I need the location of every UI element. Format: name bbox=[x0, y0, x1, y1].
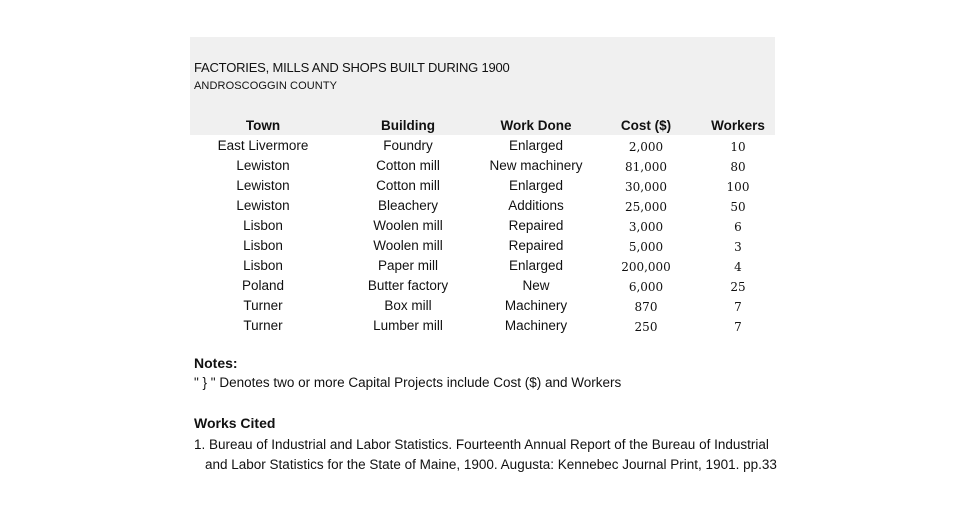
cell-cost: 200,000 bbox=[621, 260, 671, 274]
cell-town: Lewiston bbox=[236, 198, 290, 213]
cell-building: Butter factory bbox=[367, 278, 449, 293]
data-table bbox=[190, 116, 775, 336]
cell-work-done: Repaired bbox=[508, 218, 564, 233]
table-body bbox=[190, 136, 775, 336]
works-cited-text bbox=[194, 435, 794, 475]
cell-town: Lisbon bbox=[243, 238, 283, 253]
header-workers: Workers bbox=[711, 118, 765, 133]
header-building: Building bbox=[381, 118, 435, 133]
header-cost: Cost ($) bbox=[620, 118, 672, 133]
table-row bbox=[190, 156, 775, 176]
cell-cost: 6,000 bbox=[628, 280, 664, 294]
cell-work-done: Machinery bbox=[504, 318, 568, 333]
table-row bbox=[190, 176, 775, 196]
notes-title: Notes: bbox=[194, 355, 238, 371]
table-row bbox=[190, 196, 775, 216]
cell-work-done: New machinery bbox=[489, 158, 583, 173]
cell-work-done: Enlarged bbox=[508, 258, 564, 273]
cell-work-done: Repaired bbox=[508, 238, 564, 253]
page-title: FACTORIES, MILLS AND SHOPS BUILT DURING 1900 bbox=[194, 60, 510, 75]
cell-building: Woolen mill bbox=[373, 238, 443, 253]
cell-town: Lewiston bbox=[236, 158, 290, 173]
cell-workers: 6 bbox=[734, 220, 742, 234]
page-subtitle: ANDROSCOGGIN COUNTY bbox=[194, 80, 338, 92]
cell-building: Woolen mill bbox=[373, 218, 443, 233]
cell-workers: 25 bbox=[730, 280, 746, 294]
notes-text: " } " Denotes two or more Capital Projects include Cost ($) and Workers bbox=[194, 375, 622, 390]
cell-work-done: Enlarged bbox=[508, 178, 564, 193]
cell-building: Paper mill bbox=[377, 258, 439, 273]
header-work-done: Work Done bbox=[500, 118, 572, 133]
cell-workers: 7 bbox=[734, 300, 742, 314]
cell-cost: 2,000 bbox=[628, 140, 664, 154]
cell-workers: 7 bbox=[734, 320, 742, 334]
cell-cost: 30,000 bbox=[625, 180, 667, 194]
cell-cost: 5,000 bbox=[628, 240, 664, 254]
cell-work-done: Machinery bbox=[504, 298, 568, 313]
cell-town: Poland bbox=[241, 278, 285, 293]
cell-work-done: Enlarged bbox=[508, 138, 564, 153]
table-row bbox=[190, 236, 775, 256]
cell-workers: 50 bbox=[730, 200, 746, 214]
table-row bbox=[190, 216, 775, 236]
table-row bbox=[190, 316, 775, 336]
cell-building: Lumber mill bbox=[373, 318, 443, 333]
cell-town: East Livermore bbox=[217, 138, 309, 153]
cell-workers: 10 bbox=[730, 140, 746, 154]
cell-workers: 3 bbox=[734, 240, 742, 254]
cell-cost: 250 bbox=[634, 320, 658, 334]
table-row bbox=[190, 256, 775, 276]
cell-workers: 4 bbox=[734, 260, 742, 274]
table-row bbox=[190, 296, 775, 316]
cell-town: Lisbon bbox=[243, 258, 283, 273]
cell-town: Lisbon bbox=[243, 218, 283, 233]
cell-town: Turner bbox=[243, 298, 283, 313]
table-header-row bbox=[190, 116, 775, 136]
citation-line-2: and Labor Statistics for the State of Maine, 1900. Augusta: Kennebec Journal Print, 1901. pp.33 bbox=[205, 457, 777, 472]
cell-building: Cotton mill bbox=[376, 178, 440, 193]
cell-cost: 3,000 bbox=[628, 220, 664, 234]
cell-building: Bleachery bbox=[377, 198, 439, 213]
cell-building: Foundry bbox=[383, 138, 433, 153]
cell-town: Lewiston bbox=[236, 178, 290, 193]
cell-building: Box mill bbox=[384, 298, 432, 313]
cell-building: Cotton mill bbox=[376, 158, 440, 173]
citation-line-1: 1. Bureau of Industrial and Labor Statistics. Fourteenth Annual Report of the Bureau of Industrial bbox=[194, 437, 769, 452]
cell-work-done: Additions bbox=[508, 198, 564, 213]
cell-cost: 25,000 bbox=[625, 200, 667, 214]
table-row bbox=[190, 276, 775, 296]
cell-town: Turner bbox=[243, 318, 283, 333]
cell-workers: 100 bbox=[726, 180, 750, 194]
cell-work-done: New bbox=[522, 278, 550, 293]
cell-workers: 80 bbox=[730, 160, 746, 174]
cell-cost: 81,000 bbox=[625, 160, 667, 174]
header-town: Town bbox=[245, 118, 281, 133]
table-row bbox=[190, 136, 775, 156]
works-cited-title: Works Cited bbox=[194, 415, 276, 431]
cell-cost: 870 bbox=[634, 300, 658, 314]
